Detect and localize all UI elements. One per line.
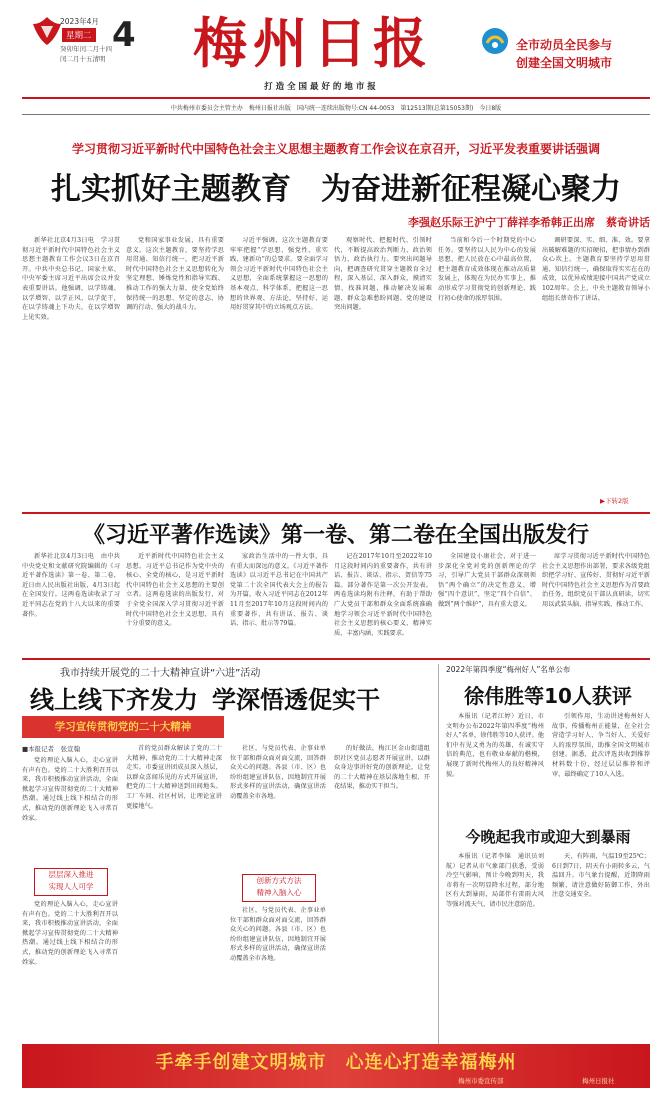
grassroots-column-2 [126, 744, 222, 1042]
footer-credit-2: 梅州日报社 [582, 1077, 615, 1085]
book-column-5 [438, 552, 536, 652]
grassroots-column-4 [334, 744, 430, 1042]
book-column-2-text: 近平新时代中国特色社会主义思想。习近平总书记作为党中央的核心、全党的核心，是习近平新时代中国特色社会主义思想的主要创立者。这两卷选读的出版发行，对于全党全国深入学习贯彻习近平新时代中国特色社会主义思想，具有十分重要的意义。 [126, 553, 224, 628]
lead-headline: 扎实抓好主题教育 为奋进新征程凝心聚力 [51, 172, 621, 207]
grassroots-headline-1: 线上线下齐发力 [30, 686, 198, 714]
section-divider-2 [22, 658, 650, 660]
grassroots-column-3b [230, 906, 326, 1042]
awards-column-1-text: 本报讯（记者江婷）近日，市文明办公布2022年第四季度“梅州好人”名单，徐伟胜等10人获评。他们中有见义勇为的英雄，有诚实守信的典范，也有敬业奉献的楷模，展现了新时代梅州人的良好精神风貌。 [446, 713, 544, 778]
masthead [0, 0, 672, 120]
study-banner [22, 716, 224, 738]
subhead-box-1 [34, 868, 108, 896]
book-column-3 [230, 552, 328, 652]
book-headline: 《习近平著作选读》第一卷、第二卷在全国出版发行 [82, 522, 589, 548]
lead-column-3-text: 习近平强调，这次主题教育要牢牢把握“学思想、强党性、重实践、建新功”的总要求。要全面学习领会习近平新时代中国特色社会主义思想，全面系统掌握这一思想的基本观点、科学体系，把握这一思想的世界观、方法论，坚持好、运用好贯穿其中的立场观点方法。 [230, 237, 328, 312]
weather-column-2-text: 天，有阵雨，气温19至25℃；6日到7日，阴天有小雨转多云，气温回升。市气象台提醒，近期降雨频繁，请注意做好防御工作，外出注意交通安全。 [552, 853, 650, 899]
section-divider-1 [22, 512, 650, 514]
book-column-4-text: 记在2017年10月至2022年10月这段时间内的重要著作，共有讲话、报告、谈话、指示、贺信等75篇。部分著作是第一次公开发表。两卷选读均附有注释，有助于帮助广大党员干部和群众全面系统准确地学习领会习近平新时代中国特色社会主义思想的核心要义、精神实质、丰富内涵、实践要求。 [334, 553, 432, 637]
subhead-box-2-line-2: 精神入脑入心 [256, 888, 302, 897]
publication-info: 中共梅州市委员会主管主办 梅州日报社出版 国内统一连续出版物号:CN 44-0053 第12513期(总第15053期) 今日8版 [170, 105, 502, 112]
book-column-6-text: 席学习贯彻习近平新时代中国特色社会主义思想作出部署，要求各级党组织把学习好、宣传好、贯彻好习近平新时代中国特色社会主义思想作为首要政治任务，组织党员干部认真研读，切实用以武装头脑、指导实践、推动工作。 [542, 553, 650, 608]
issue-date: 2023年4月 [60, 17, 99, 26]
lead-column-4-text: 观察时代、把握时代、引领时代，不断提高政治判断力、政治领悟力、政治执行力。要突出问题导向，把调查研究贯穿主题教育全过程，深入基层、深入群众，摸清实情、找准问题，推动解决发展难题、群众急难愁盼问题、党的建设突出问题。 [334, 237, 432, 312]
continued-note: ▶下转2版 [600, 497, 629, 505]
awards-column-2 [552, 712, 650, 820]
book-column-2 [126, 552, 224, 652]
subhead-box-2 [242, 874, 316, 902]
lunar-date-2: 闰二月十五清明 [60, 55, 106, 63]
footer-banner-text: 手牵手创建文明城市 心连心打造幸福梅州 [155, 1052, 517, 1073]
subhead-box-1-line-1: 层层深入推进 [48, 870, 94, 879]
lead-column-6 [542, 236, 650, 494]
grassroots-column-1-text: 党的理论入脑入心，走心宣讲有声有色。党的二十大胜利召开以来，我市积极推动宣讲活动，全面掀起学习宣传贯彻党的二十大精神热潮。通过线上线下相结合的形式，推动党的创新理论飞入寻常百姓家。 [22, 757, 118, 822]
footer-credit-1: 梅州市委宣传部 [458, 1077, 504, 1085]
book-column-5-text: 全国建设小康社会，对于进一步深化全党对党的创新理论的学习，引导广大党员干部群众深刻领悟“两个确立”的决定性意义，增强“四个意识”、坚定“四个自信”、做到“两个维护”，具有重大意义。 [438, 553, 536, 608]
slogan-line-2: 创建全国文明城市 [516, 56, 613, 70]
book-column-6 [542, 552, 650, 652]
weather-column-1-text: 本报讯（记者李锦 通讯员刘航）记者从市气象部门获悉，受弱冷空气影响，预计今晚到明天，我市将有一次明显降水过程，部分地区有大到暴雨，局部伴有雷雨大风等强对流天气，请市民注意防范。 [446, 853, 544, 908]
lead-subhead: 李强赵乐际王沪宁丁薛祥李希韩正出席 蔡奇讲话 [408, 216, 650, 229]
grassroots-column-1b [22, 900, 118, 1042]
issue-day: 4 [112, 15, 136, 55]
civilization-logo-icon [480, 26, 510, 56]
masthead-divider [22, 97, 650, 99]
lead-column-3 [230, 236, 328, 506]
grassroots-kicker: 我市持续开展党的二十大精神宣讲“六进”活动 [60, 668, 261, 679]
book-column-1 [22, 552, 120, 652]
lead-column-5 [438, 236, 536, 506]
lead-column-2 [126, 236, 224, 506]
slogan-line-1: 全市动员全民参与 [516, 38, 613, 52]
lead-column-2-text: 党和国家事业发展，具有重要意义。这次主题教育，要坚持学思用贯通、知信行统一，把习近平新时代中国特色社会主义思想转化为坚定理想、锤炼党性和指导实践、推动工作的强大力量，使全党始终保持统一的思想、坚定的意志、协调的行动、强大的战斗力。 [126, 237, 224, 312]
book-column-3-text: 家政治生活中的一件大事，具有重大而深远的意义。《习近平著作选读》以习近平总书记在中国共产党第二十次全国代表大会上的报告为开篇，收入习近平同志在2012年11月至2017年10月这段时间内的重要著作，共有讲话、报告、谈话、指示、批示等79篇。 [230, 553, 328, 628]
party-emblem-icon [30, 14, 64, 48]
info-divider [22, 114, 650, 115]
lead-column-1-text: 新华社北京4月3日电 学习贯彻习近平新时代中国特色社会主义思想主题教育工作会议3日在京召开。中共中央总书记、国家主席、中央军委主席习近平出席会议并发表重要讲话。他强调，以学铸魂、以学增智、以学正风、以学促干，在以学铸魂上下功夫，在以学增智上见实效。 [22, 237, 120, 321]
lead-column-4 [334, 236, 432, 506]
grassroots-column-3 [230, 744, 326, 864]
grassroots-byline: ■本报记者 张宣翰 [22, 745, 81, 753]
book-column-4 [334, 552, 432, 652]
grassroots-column-3b-text: 社区，与党员代表、企事业单位干部和群众面对面交流，回答群众关心的问题。各县（市、区）也纷纷组建宣讲队伍，因地制宜开展形式多样的宣讲活动，确保宣讲活动覆盖全市各地。 [230, 907, 326, 962]
lead-kicker: 学习贯彻习近平新时代中国特色社会主义思想主题教育工作会议在京召开，习近平发表重要讲话强调 [71, 142, 600, 156]
awards-kicker: 2022年第四季度“梅州好人”名单公布 [446, 665, 571, 674]
subhead-box-1-line-2: 实现人人可学 [48, 882, 94, 891]
weather-headline: 今晚起我市或迎大到暴雨 [465, 828, 631, 846]
awards-column-1 [446, 712, 544, 820]
grassroots-column-2-text: 首的党员群众解读了党的二十大精神，推动党的二十大精神走深走实。市委宣讲团成员深入基层，以群众喜闻乐见的方式开展宣讲，把党的二十大精神送到田间地头、工厂车间、社区村居，让理论宣讲更接地气。 [126, 745, 222, 810]
grassroots-column-1 [22, 756, 118, 864]
weather-column-2 [552, 852, 650, 1042]
column-divider [438, 664, 439, 1044]
subhead-box-2-line-1: 创新方式方法 [256, 876, 302, 885]
awards-column-2-text: 引领作用，生动讲述梅州好人故事，传播梅州正能量，在全社会营造学习好人、争当好人、关爱好人的浓厚氛围，助推全国文明城市创建。据悉，此次评选共收到推荐材料数十份，经过层层推荐和评审，最终确定了10人入选。 [552, 713, 650, 778]
book-column-1-text: 新华社北京4月3日电 由中共中央党史和文献研究院编辑的《习近平著作选读》第一卷、第二卷，近日由人民出版社出版，4月3日起在全国发行。这两卷选读收录了习近平同志在党的十八大以来的重要著作。 [22, 553, 120, 618]
lead-column-5-text: 当前和今后一个时期党的中心任务。要坚持以人民为中心的发展思想，把人民放在心中最高位置，把主题教育成效体现在推动高质量发展上，体现在为民办实事上，推动形成学习贯彻党的创新理论、践行初心使命的浓厚氛围。 [438, 237, 536, 302]
footer-banner [22, 1044, 650, 1088]
weather-column-1 [446, 852, 544, 1042]
issue-weekday: 星期二 [62, 28, 96, 42]
grassroots-column-3-text: 社区，与党员代表、企事业单位干部和群众面对面交流，回答群众关心的问题。各县（市、区）也纷纷组建宣讲队伍，因地制宜开展形式多样的宣讲活动，确保宣讲活动覆盖全市各地。 [230, 745, 326, 800]
study-banner-text: 学习宣传贯彻党的二十大精神 [54, 721, 192, 733]
awards-headline: 徐伟胜等10人获评 [464, 684, 632, 708]
grassroots-headline-2: 学深悟透促实干 [212, 686, 380, 714]
newspaper-title: 梅州日报 [193, 11, 433, 75]
lead-column-6-text: 调研要深、实、细、准、效。要拿出破解难题的实招硬招，把事情办到群众心坎上。主题教育要坚持学思用贯通、知信行统一，确保取得实实在在的成效，以优异成绩迎接中国共产党成立102周年。会上，中央主题教育领导小组组长蔡奇作了讲话。 [542, 237, 650, 302]
lunar-date-1: 癸卯年闰二月十四 [60, 45, 112, 53]
grassroots-column-1b-text: 党的理论入脑入心，走心宣讲有声有色。党的二十大胜利召开以来，我市积极推动宣讲活动，全面掀起学习宣传贯彻党的二十大精神热潮。通过线上线下相结合的形式，推动党的创新理论飞入寻常百姓家。 [22, 901, 118, 966]
grassroots-column-4-text: 的好做法。梅江区金山街道组织社区党员志愿者开展宣讲，以群众身边事讲好党的创新理论，让党的二十大精神在基层落地生根、开花结果，推动实干担当。 [334, 745, 430, 791]
newspaper-subtitle: 打 造 全 国 最 好 的 地 市 报 [264, 82, 376, 92]
lead-column-1 [22, 236, 120, 506]
